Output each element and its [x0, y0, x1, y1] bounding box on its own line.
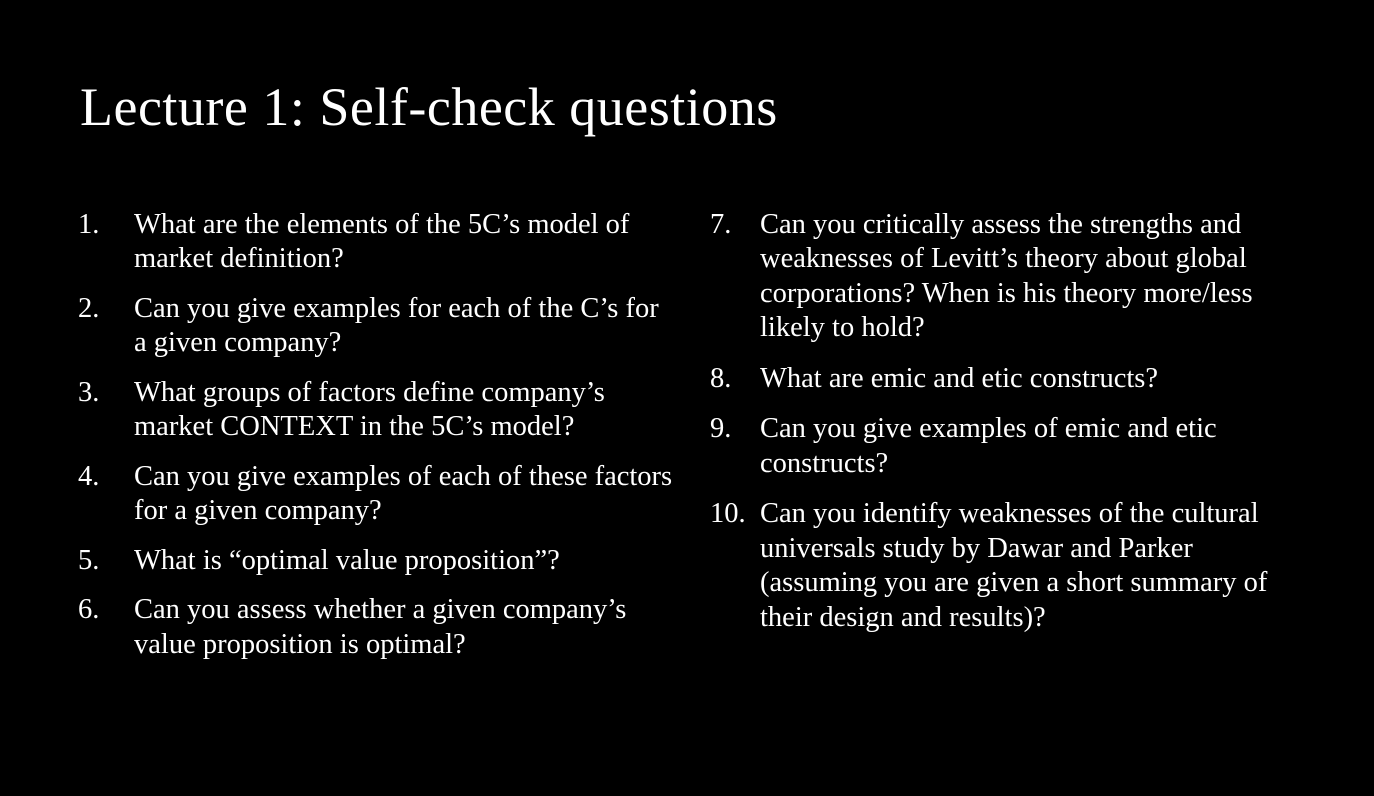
right-question-column	[710, 208, 1308, 677]
question-columns	[78, 208, 1308, 677]
list-item-number: 6.	[78, 594, 100, 626]
list-item	[78, 593, 676, 662]
list-item-text: Can you assess whether a given company’s value proposition is optimal?	[134, 594, 627, 660]
left-question-column	[78, 208, 676, 677]
list-item	[78, 460, 676, 529]
list-item-number: 9.	[710, 413, 732, 445]
list-item-text: Can you identify weaknesses of the cultural universals study by Dawar and Parker (assuming you are given a short summary of their design and results)?	[760, 498, 1268, 633]
page-title: Lecture 1: Self-check questions	[80, 77, 778, 137]
list-item	[78, 544, 676, 578]
list-item	[78, 292, 676, 361]
list-item-number: 3.	[78, 376, 100, 408]
list-item-text: Can you give examples for each of the C’s for a given company?	[134, 292, 659, 359]
list-item-text: What groups of factors define company’s market CONTEXT in the 5C’s model?	[134, 376, 605, 443]
list-item	[710, 362, 1308, 396]
list-item-number: 5.	[78, 544, 100, 576]
list-item-text: What are emic and etic constructs?	[760, 362, 1159, 394]
list-item-text: Can you give examples of emic and etic constructs?	[760, 413, 1217, 479]
list-item-number: 4.	[78, 460, 100, 492]
left-question-list	[78, 208, 676, 662]
list-item-text: Can you give examples of each of these factors for a given company?	[134, 460, 673, 527]
list-item-text: What are the elements of the 5C’s model of market definition?	[134, 209, 630, 275]
list-item	[710, 412, 1308, 481]
list-item	[78, 208, 676, 277]
list-item	[78, 376, 676, 445]
list-item	[710, 497, 1308, 635]
list-item-text: What is “optimal value proposition”?	[134, 544, 560, 576]
list-item-number: 2.	[78, 292, 100, 324]
list-item	[710, 208, 1308, 346]
list-item-text: Can you critically assess the strengths and weaknesses of Levitt’s theory about global corporations? When is his theory more/less likely to hold?	[760, 209, 1253, 344]
list-item-number: 8.	[710, 362, 732, 394]
list-item-number: 1.	[78, 209, 100, 240]
list-item-number: 7.	[710, 209, 732, 240]
list-item-number: 10.	[710, 498, 746, 530]
right-question-list	[710, 208, 1308, 635]
